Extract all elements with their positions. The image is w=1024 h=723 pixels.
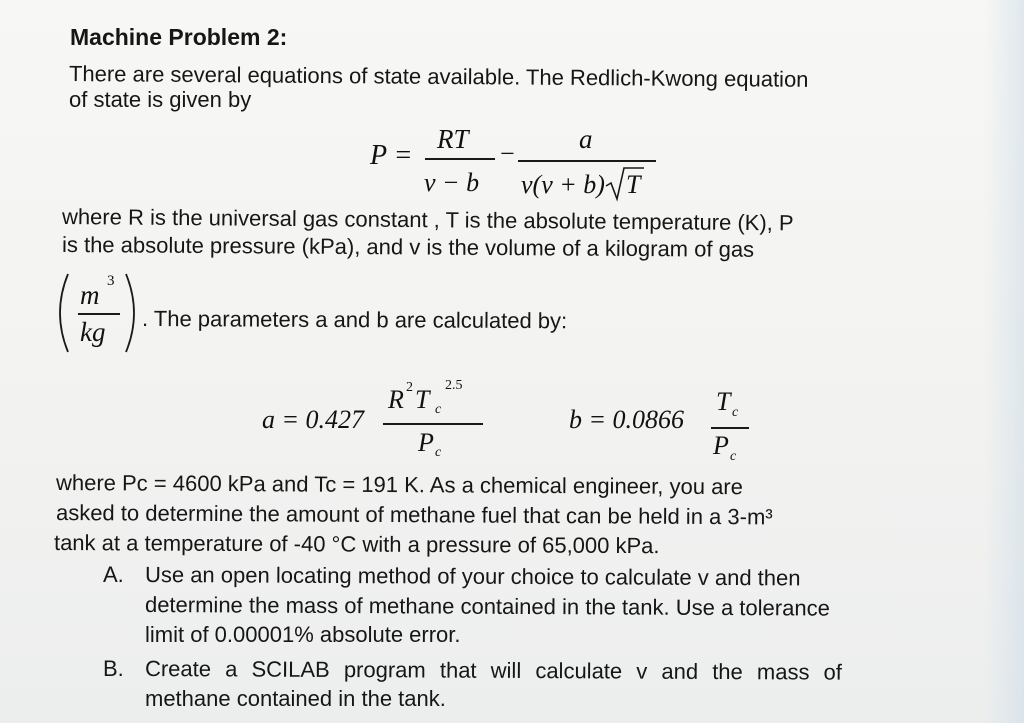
- definitions-line-1: where R is the universal gas constant , T is the absolute temperature (K), P: [61, 204, 794, 236]
- intro-line-1: There are several equations of state available. The Redlich-Kwong equation: [68, 61, 809, 92]
- problem-heading: Machine Problem 2:: [70, 24, 288, 50]
- left-paren-icon: [54, 272, 72, 354]
- rk-numerator-2: a: [579, 124, 593, 154]
- rk-denominator-1: v − b: [424, 168, 480, 197]
- right-paren-icon: [122, 272, 140, 354]
- b-denominator-subscript: c: [730, 449, 737, 464]
- task-b-line-2: methane contained in the tank.: [145, 686, 446, 711]
- task-a-line-1: Use an open locating method of your choice to calculate v and then: [144, 562, 801, 591]
- b-numerator-T: T: [716, 387, 731, 416]
- a-numerator-T-exponent: 2.5: [445, 378, 463, 393]
- rk-denominator-2: v(v + b): [521, 170, 605, 199]
- a-numerator-T: T: [415, 385, 430, 414]
- task-a-marker: A.: [103, 562, 124, 587]
- unit-numerator-exponent: 3: [107, 273, 115, 289]
- unit-denominator: kg: [80, 317, 106, 347]
- b-lhs: b = 0.0866: [569, 405, 685, 434]
- a-numerator-R: R: [388, 385, 404, 414]
- b-numerator-subscript: c: [732, 405, 739, 420]
- task-b-line-1: Create a SCILAB program that will calculate v and the mass of: [144, 656, 843, 685]
- rk-lhs: P =: [370, 140, 413, 171]
- unit-fraction-bar: [78, 313, 120, 315]
- definitions-line-3: . The parameters a and b are calculated by:: [141, 306, 568, 334]
- rk-minus: −: [500, 139, 515, 168]
- rk-fraction-bar-1: [425, 158, 495, 160]
- rk-fraction-bar-2: [518, 160, 656, 162]
- task-a-line-2: determine the mass of methane contained in the tank. Use a tolerance: [144, 592, 830, 621]
- page-edge-shading: [984, 0, 1024, 723]
- unit-numerator: m: [80, 280, 100, 310]
- rk-numerator-1: RT: [437, 124, 469, 154]
- a-lhs: a = 0.427: [262, 405, 365, 434]
- problem-line-2: asked to determine the amount of methane fuel that can be held in a 3-m³: [55, 500, 773, 530]
- b-fraction-bar: [711, 427, 749, 429]
- task-b-marker: B.: [103, 656, 124, 681]
- definitions-line-2: is the absolute pressure (kPa), and v is the volume of a kilogram of gas: [61, 232, 755, 262]
- b-denominator-P: P: [713, 431, 729, 460]
- a-numerator-R-exponent: 2: [406, 380, 413, 395]
- a-denominator-P: P: [418, 428, 434, 457]
- a-numerator-T-subscript: c: [435, 402, 442, 417]
- a-denominator-subscript: c: [435, 445, 442, 460]
- problem-line-1: where Pc = 4600 kPa and Tc = 191 K. As a chemical engineer, you are: [55, 470, 743, 500]
- intro-line-2: of state is given by: [69, 87, 252, 112]
- problem-line-3: tank at a temperature of -40 °C with a pressure of 65,000 kPa.: [53, 530, 660, 559]
- a-fraction-bar: [383, 423, 483, 425]
- task-a-line-3: limit of 0.00001% absolute error.: [145, 622, 461, 647]
- rk-sqrt-argument: T: [626, 170, 641, 199]
